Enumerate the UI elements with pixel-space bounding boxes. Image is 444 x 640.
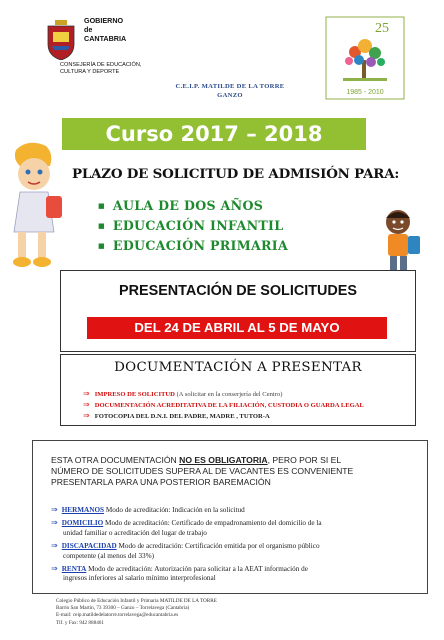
cantabria-coat-of-arms-icon	[44, 20, 78, 60]
list-item: ⇒ FOTOCOPIA DEL D.N.I. DEL PADRE, MADRE , TUTOR-A	[83, 411, 270, 420]
otra-documentacion-box	[32, 440, 428, 594]
list-item: ⇒ IMPRESO DE SOLICITUD (A solicitar en la conserjería del Centro)	[83, 389, 283, 398]
footer-email: E-mail: ceip.matildedelatorre.torrelavega@educantabria.es	[56, 612, 179, 619]
list-item: ■ EDUCACIÓN INFANTIL	[98, 217, 284, 233]
list-item: ⇒ HERMANOS Modo de acreditación: Indicación en la solicitud	[51, 505, 245, 514]
arrow-right-icon: ⇒	[51, 518, 58, 528]
documentacion-box	[60, 354, 416, 426]
documentacion-list	[83, 389, 364, 422]
list-item: ⇒ DOMICILIO Modo de acreditación: Certificado de empadronamiento del domicilio de la unidad familiar o acreditación del lugar de trabajo	[51, 518, 322, 537]
bullet-icon: ■	[98, 240, 105, 250]
presentacion-title: PRESENTACIÓN DE SOLICITUDES	[119, 283, 357, 299]
no-obligatoria-emphasis: NO ES OBLIGATORIA	[179, 455, 268, 465]
presentacion-dates: DEL 24 DE ABRIL AL 5 DE MAYO	[87, 317, 387, 339]
plazo-heading: PLAZO DE SOLICITUD DE ADMISIÓN PARA:	[72, 166, 400, 182]
list-item: ■ EDUCACIÓN PRIMARIA	[98, 237, 289, 253]
bullet-icon: ■	[98, 200, 105, 210]
arrow-right-icon: ⇒	[51, 505, 58, 514]
otra-intro: ESTA OTRA DOCUMENTACIÓN NO ES OBLIGATORIA, PERO POR SI EL NÚMERO DE SOLICITUDES SUPERA AL DE VACANTES ES CONVENIENTE PRESENTARLA PARA UNA POSTERIOR BAREMACIÓN	[51, 455, 354, 487]
anniversary-years: 1985 - 2010	[346, 89, 384, 96]
anniversary-number: 25	[375, 21, 389, 36]
girl-with-backpack-illustration	[2, 140, 72, 275]
list-item: ■ AULA DE DOS AÑOS	[98, 197, 264, 213]
gobierno-cantabria-label: GOBIERNO de CANTABRIA	[84, 16, 127, 43]
curso-banner: Curso 2017 – 2018	[62, 118, 366, 150]
documentacion-title: DOCUMENTACIÓN A PRESENTAR	[114, 360, 362, 375]
anniversary-logo	[325, 16, 405, 100]
consejeria-label: CONSEJERÍA DE EDUCACIÓN, CULTURA Y DEPORTE	[60, 62, 142, 75]
list-item: ⇒ DISCAPACIDAD Modo de acreditación: Certificación emitida por el organismo público competente (al menos del 33%)	[51, 541, 320, 560]
list-item: ⇒ DOCUMENTACIÓN ACREDITATIVA DE LA FILIACIÓN, CUSTODIA O GUARDA LEGAL	[83, 400, 364, 409]
bullet-icon: ■	[98, 220, 105, 230]
footer-contact: Colegio Público de Educación Infantil y Primaria MATILDE DE LA TORRE Barrio San Martín, 73 39300 – Ganzo – Torrelavega (Cantabria) E-mail: ceip.matildedelatorre.torrelavega@educantabria.es Tlf. y Fax: 942 888461	[56, 598, 276, 627]
school-name: C.E.I.P. MATILDE DE LA TORRE GANZO	[175, 83, 285, 99]
arrow-right-icon: ⇒	[83, 389, 90, 398]
arrow-right-icon: ⇒	[83, 411, 90, 420]
presentacion-box	[60, 270, 416, 352]
arrow-right-icon: ⇒	[83, 400, 90, 409]
arrow-right-icon: ⇒	[51, 541, 58, 551]
arrow-right-icon: ⇒	[51, 564, 58, 574]
levels-list	[98, 195, 288, 255]
list-item: ⇒ RENTA Modo de acreditación: Autorización para solicitar a la AEAT información de ingresos inferiores al salario mínimo interprofesional	[51, 564, 308, 583]
requirements-list	[51, 505, 423, 587]
